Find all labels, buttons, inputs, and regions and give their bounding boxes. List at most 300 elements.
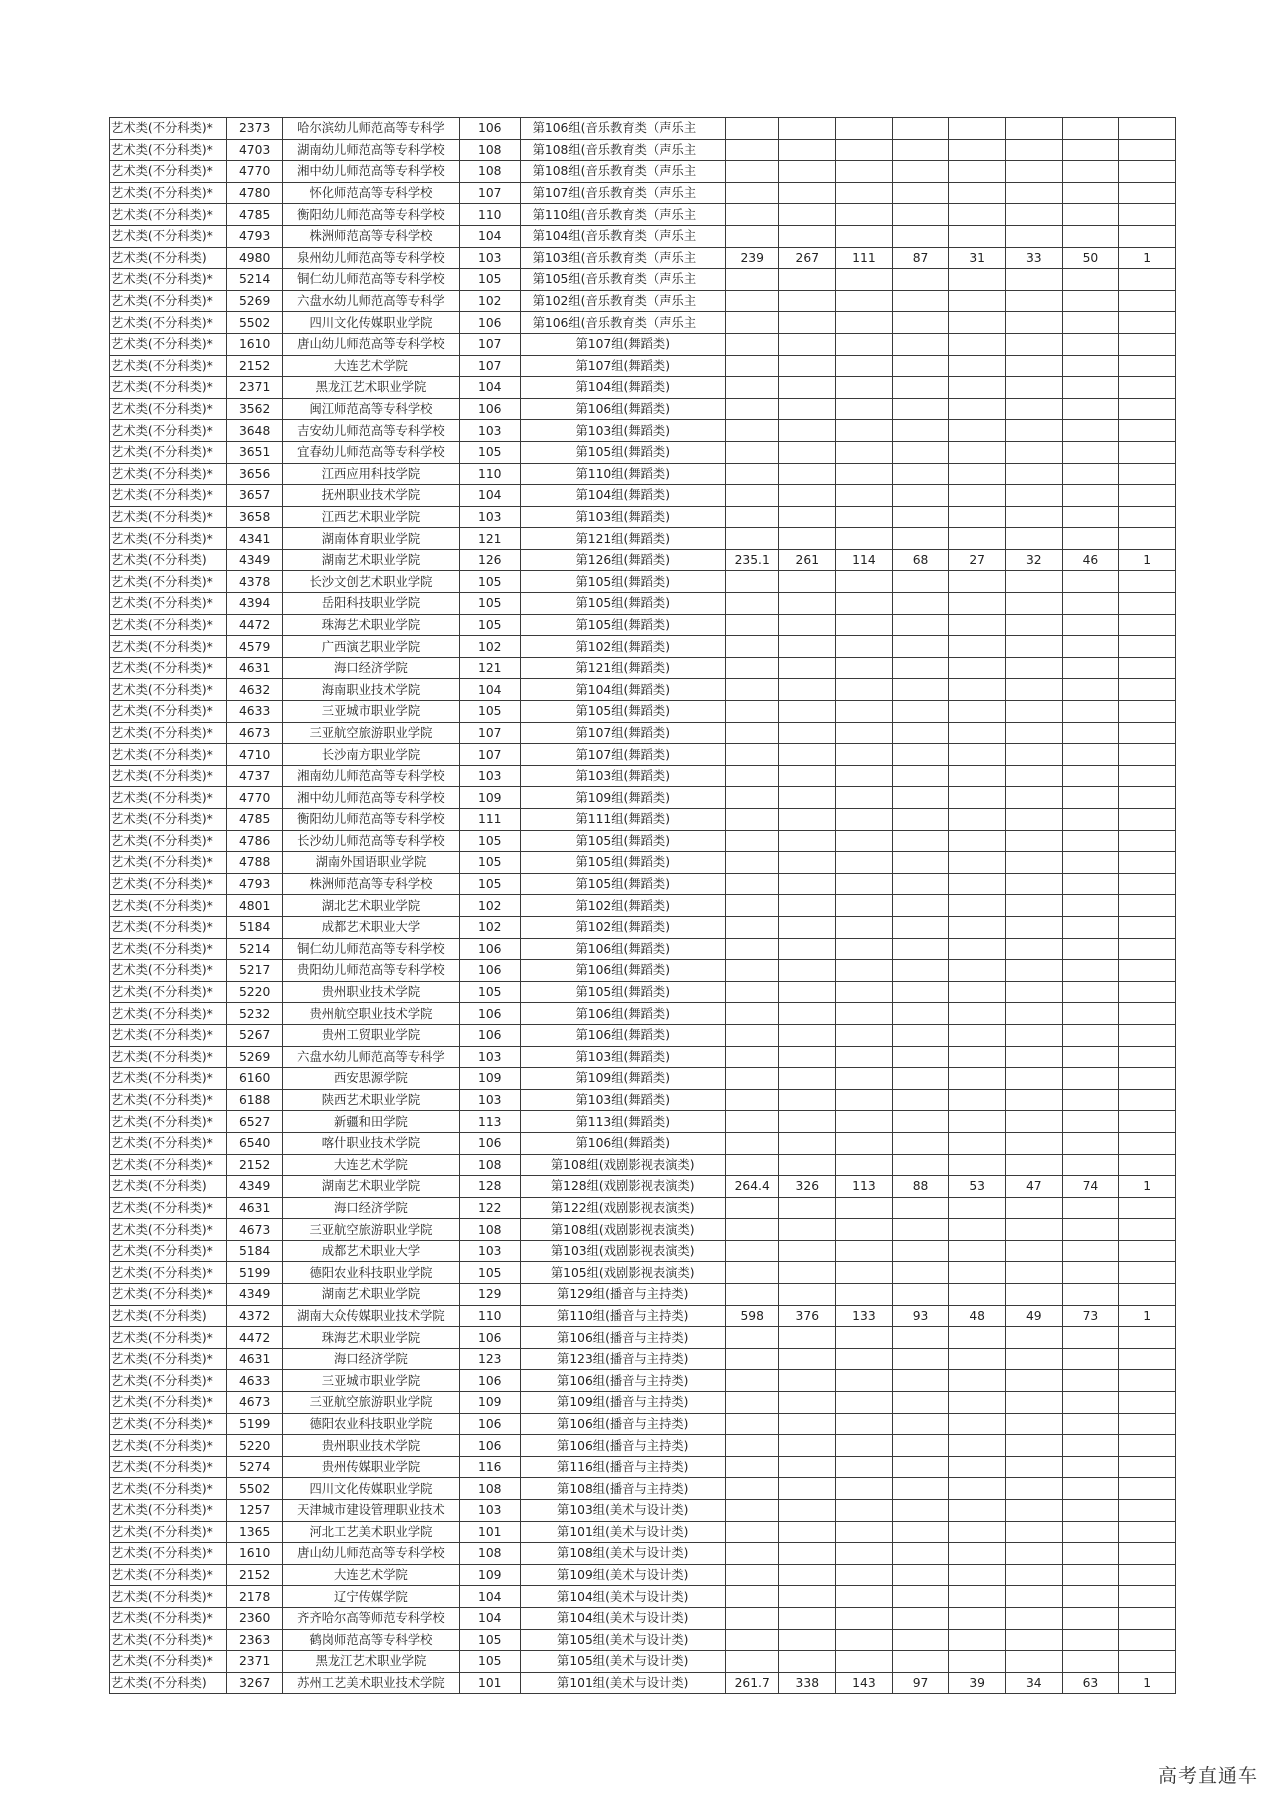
- cell-score-e: [1062, 765, 1119, 787]
- cell-count: [1119, 1348, 1176, 1370]
- cell-school-code: 5269: [227, 290, 283, 312]
- cell-score-e: [1062, 161, 1119, 183]
- cell-school-code: 4703: [227, 139, 283, 161]
- cell-score-b: [892, 938, 949, 960]
- cell-group-name: 第106组(播音与主持类): [520, 1370, 725, 1392]
- cell-category: 艺术类(不分科类)*: [110, 614, 227, 636]
- cell-school-name: 海口经济学院: [282, 1348, 459, 1370]
- cell-score-d: [1005, 506, 1062, 528]
- cell-score-d: [1005, 1154, 1062, 1176]
- cell-score-e: [1062, 1413, 1119, 1435]
- cell-school-code: 4710: [227, 744, 283, 766]
- cell-school-code: 2363: [227, 1629, 283, 1651]
- cell-score-c: 27: [949, 549, 1006, 571]
- cell-category: 艺术类(不分科类)*: [110, 1607, 227, 1629]
- cell-category: 艺术类(不分科类)*: [110, 1089, 227, 1111]
- cell-school-code: 4394: [227, 593, 283, 615]
- cell-score-b: [892, 139, 949, 161]
- cell-group-name: 第109组(舞蹈类): [520, 1068, 725, 1090]
- cell-count: [1119, 657, 1176, 679]
- cell-school-name: 铜仁幼儿师范高等专科学校: [282, 938, 459, 960]
- cell-score-a: [836, 290, 893, 312]
- cell-category: 艺术类(不分科类)*: [110, 139, 227, 161]
- cell-count: [1119, 312, 1176, 334]
- cell-score-e: [1062, 571, 1119, 593]
- cell-rank: [779, 1003, 836, 1025]
- table-row: [110, 636, 1176, 658]
- cell-score-d: [1005, 1651, 1062, 1673]
- cell-plan-score: [725, 290, 779, 312]
- cell-school-code: 4633: [227, 701, 283, 723]
- cell-school-name: 哈尔滨幼儿师范高等专科学: [282, 118, 459, 140]
- cell-plan-score: [725, 1435, 779, 1457]
- cell-score-e: [1062, 1089, 1119, 1111]
- cell-rank: [779, 182, 836, 204]
- cell-school-name: 齐齐哈尔高等师范专科学校: [282, 1607, 459, 1629]
- cell-score-e: [1062, 1219, 1119, 1241]
- cell-category: 艺术类(不分科类)*: [110, 1068, 227, 1090]
- cell-score-d: [1005, 1024, 1062, 1046]
- cell-score-c: [949, 1046, 1006, 1068]
- cell-category: 艺术类(不分科类)*: [110, 1392, 227, 1414]
- cell-group-code: 107: [459, 355, 520, 377]
- cell-score-c: [949, 1003, 1006, 1025]
- cell-score-c: [949, 657, 1006, 679]
- cell-rank: [779, 1132, 836, 1154]
- cell-group-code: 105: [459, 873, 520, 895]
- cell-score-b: [892, 1327, 949, 1349]
- cell-count: 1: [1119, 1672, 1176, 1694]
- cell-group-name: 第106组(播音与主持类): [520, 1327, 725, 1349]
- cell-rank: 267: [779, 247, 836, 269]
- cell-plan-score: [725, 269, 779, 291]
- cell-group-code: 109: [459, 787, 520, 809]
- cell-score-b: [892, 1348, 949, 1370]
- table-row: [110, 398, 1176, 420]
- cell-score-e: [1062, 1003, 1119, 1025]
- cell-score-d: [1005, 657, 1062, 679]
- cell-plan-score: [725, 1629, 779, 1651]
- cell-plan-score: [725, 981, 779, 1003]
- cell-category: 艺术类(不分科类)*: [110, 593, 227, 615]
- cell-score-b: [892, 701, 949, 723]
- cell-category: 艺术类(不分科类)*: [110, 182, 227, 204]
- cell-score-b: [892, 441, 949, 463]
- cell-rank: [779, 657, 836, 679]
- cell-score-d: [1005, 938, 1062, 960]
- cell-count: [1119, 1111, 1176, 1133]
- cell-school-name: 岳阳科技职业学院: [282, 593, 459, 615]
- cell-score-b: [892, 1284, 949, 1306]
- cell-score-b: 88: [892, 1176, 949, 1198]
- cell-group-name: 第103组(戏剧影视表演类): [520, 1240, 725, 1262]
- table-row: [110, 1607, 1176, 1629]
- table-row: [110, 1240, 1176, 1262]
- cell-score-c: [949, 701, 1006, 723]
- cell-school-code: 5269: [227, 1046, 283, 1068]
- cell-group-code: 106: [459, 1024, 520, 1046]
- cell-score-e: [1062, 1262, 1119, 1284]
- table-row: [110, 1089, 1176, 1111]
- cell-score-d: [1005, 1413, 1062, 1435]
- cell-score-c: [949, 312, 1006, 334]
- cell-count: [1119, 528, 1176, 550]
- cell-category: 艺术类(不分科类)*: [110, 1500, 227, 1522]
- cell-score-d: [1005, 398, 1062, 420]
- cell-school-code: 1257: [227, 1500, 283, 1522]
- cell-score-e: [1062, 787, 1119, 809]
- cell-score-c: [949, 398, 1006, 420]
- cell-score-a: [836, 1327, 893, 1349]
- cell-school-name: 贵州传媒职业学院: [282, 1456, 459, 1478]
- cell-category: 艺术类(不分科类)*: [110, 1370, 227, 1392]
- cell-count: [1119, 161, 1176, 183]
- cell-group-code: 105: [459, 593, 520, 615]
- cell-group-code: 105: [459, 852, 520, 874]
- cell-group-name: 第105组(舞蹈类): [520, 852, 725, 874]
- cell-category: 艺术类(不分科类)*: [110, 333, 227, 355]
- cell-school-code: 4737: [227, 765, 283, 787]
- cell-school-name: 天津城市建设管理职业技术: [282, 1500, 459, 1522]
- cell-score-a: [836, 916, 893, 938]
- cell-score-b: [892, 1564, 949, 1586]
- cell-group-code: 105: [459, 1262, 520, 1284]
- cell-score-a: [836, 701, 893, 723]
- cell-count: [1119, 981, 1176, 1003]
- cell-group-code: 104: [459, 377, 520, 399]
- table-row: [110, 1003, 1176, 1025]
- cell-score-d: [1005, 204, 1062, 226]
- cell-group-name: 第103组(舞蹈类): [520, 506, 725, 528]
- cell-group-code: 106: [459, 1003, 520, 1025]
- cell-count: [1119, 614, 1176, 636]
- cell-count: [1119, 722, 1176, 744]
- cell-school-name: 四川文化传媒职业学院: [282, 1478, 459, 1500]
- cell-category: 艺术类(不分科类)*: [110, 312, 227, 334]
- cell-score-d: [1005, 161, 1062, 183]
- cell-group-code: 107: [459, 333, 520, 355]
- cell-school-code: 6527: [227, 1111, 283, 1133]
- cell-score-c: 31: [949, 247, 1006, 269]
- table-row: [110, 420, 1176, 442]
- cell-score-e: [1062, 312, 1119, 334]
- cell-score-c: [949, 204, 1006, 226]
- cell-plan-score: [725, 1089, 779, 1111]
- cell-school-code: 4631: [227, 1348, 283, 1370]
- cell-score-d: [1005, 1284, 1062, 1306]
- table-row: [110, 657, 1176, 679]
- cell-score-a: 133: [836, 1305, 893, 1327]
- cell-rank: 376: [779, 1305, 836, 1327]
- cell-group-code: 102: [459, 636, 520, 658]
- cell-group-code: 122: [459, 1197, 520, 1219]
- cell-score-a: [836, 1413, 893, 1435]
- cell-score-b: [892, 463, 949, 485]
- cell-category: 艺术类(不分科类)*: [110, 1651, 227, 1673]
- cell-group-code: 105: [459, 614, 520, 636]
- cell-rank: [779, 1089, 836, 1111]
- cell-school-code: 3648: [227, 420, 283, 442]
- cell-school-name: 三亚城市职业学院: [282, 1370, 459, 1392]
- table-row: [110, 1672, 1176, 1694]
- cell-group-name: 第106组(舞蹈类): [520, 1003, 725, 1025]
- cell-plan-score: [725, 744, 779, 766]
- cell-group-code: 104: [459, 225, 520, 247]
- cell-rank: [779, 420, 836, 442]
- cell-count: [1119, 290, 1176, 312]
- cell-group-code: 111: [459, 809, 520, 831]
- cell-school-code: 6540: [227, 1132, 283, 1154]
- cell-group-name: 第129组(播音与主持类): [520, 1284, 725, 1306]
- cell-category: 艺术类(不分科类)*: [110, 1024, 227, 1046]
- cell-score-a: [836, 1154, 893, 1176]
- cell-score-d: [1005, 960, 1062, 982]
- cell-school-name: 抚州职业技术学院: [282, 485, 459, 507]
- cell-school-name: 六盘水幼儿师范高等专科学: [282, 290, 459, 312]
- cell-score-d: [1005, 441, 1062, 463]
- cell-score-a: [836, 118, 893, 140]
- cell-group-code: 104: [459, 485, 520, 507]
- cell-school-name: 德阳农业科技职业学院: [282, 1262, 459, 1284]
- cell-rank: [779, 636, 836, 658]
- cell-score-c: [949, 852, 1006, 874]
- cell-score-e: [1062, 118, 1119, 140]
- cell-group-name: 第104组(舞蹈类): [520, 679, 725, 701]
- cell-school-code: 3658: [227, 506, 283, 528]
- cell-score-e: [1062, 1629, 1119, 1651]
- cell-score-d: [1005, 1586, 1062, 1608]
- cell-group-code: 105: [459, 1651, 520, 1673]
- cell-school-name: 大连艺术学院: [282, 1154, 459, 1176]
- table-row: [110, 981, 1176, 1003]
- cell-group-code: 108: [459, 161, 520, 183]
- cell-score-d: [1005, 1629, 1062, 1651]
- cell-school-name: 苏州工艺美术职业技术学院: [282, 1672, 459, 1694]
- cell-score-a: [836, 1521, 893, 1543]
- table-row: [110, 873, 1176, 895]
- cell-group-name: 第105组(戏剧影视表演类): [520, 1262, 725, 1284]
- cell-group-code: 106: [459, 398, 520, 420]
- cell-school-name: 湘中幼儿师范高等专科学校: [282, 161, 459, 183]
- cell-score-a: [836, 1284, 893, 1306]
- cell-score-e: [1062, 679, 1119, 701]
- cell-score-b: [892, 1262, 949, 1284]
- table-row: [110, 571, 1176, 593]
- cell-group-code: 105: [459, 701, 520, 723]
- cell-plan-score: [725, 1456, 779, 1478]
- cell-category: 艺术类(不分科类)*: [110, 1348, 227, 1370]
- cell-category: 艺术类(不分科类): [110, 1176, 227, 1198]
- cell-group-code: 105: [459, 269, 520, 291]
- cell-group-code: 106: [459, 1327, 520, 1349]
- cell-rank: [779, 118, 836, 140]
- cell-score-b: [892, 290, 949, 312]
- cell-score-a: [836, 1500, 893, 1522]
- cell-count: [1119, 485, 1176, 507]
- cell-score-b: [892, 809, 949, 831]
- cell-group-code: 103: [459, 1089, 520, 1111]
- cell-score-e: [1062, 701, 1119, 723]
- cell-score-c: [949, 1543, 1006, 1565]
- cell-count: [1119, 398, 1176, 420]
- cell-group-code: 108: [459, 1219, 520, 1241]
- cell-count: [1119, 852, 1176, 874]
- cell-score-d: 47: [1005, 1176, 1062, 1198]
- cell-rank: [779, 225, 836, 247]
- cell-score-e: [1062, 441, 1119, 463]
- cell-rank: [779, 1219, 836, 1241]
- cell-score-a: [836, 1348, 893, 1370]
- cell-group-name: 第103组(音乐教育类（声乐主: [520, 247, 725, 269]
- cell-score-b: [892, 981, 949, 1003]
- cell-group-code: 108: [459, 1154, 520, 1176]
- cell-count: [1119, 571, 1176, 593]
- cell-school-name: 长沙幼儿师范高等专科学校: [282, 830, 459, 852]
- cell-group-code: 106: [459, 312, 520, 334]
- cell-rank: [779, 916, 836, 938]
- cell-group-name: 第126组(舞蹈类): [520, 549, 725, 571]
- cell-group-name: 第105组(美术与设计类): [520, 1651, 725, 1673]
- cell-group-name: 第107组(舞蹈类): [520, 744, 725, 766]
- cell-plan-score: [725, 1586, 779, 1608]
- cell-school-name: 唐山幼儿师范高等专科学校: [282, 333, 459, 355]
- cell-plan-score: [725, 636, 779, 658]
- cell-category: 艺术类(不分科类)*: [110, 118, 227, 140]
- cell-rank: [779, 398, 836, 420]
- cell-score-c: 48: [949, 1305, 1006, 1327]
- cell-plan-score: [725, 441, 779, 463]
- cell-score-c: [949, 744, 1006, 766]
- cell-school-code: 1610: [227, 1543, 283, 1565]
- cell-category: 艺术类(不分科类)*: [110, 1197, 227, 1219]
- cell-score-e: [1062, 960, 1119, 982]
- cell-score-c: [949, 809, 1006, 831]
- cell-rank: 326: [779, 1176, 836, 1198]
- cell-school-code: 5199: [227, 1262, 283, 1284]
- cell-score-e: [1062, 744, 1119, 766]
- cell-school-code: 2371: [227, 1651, 283, 1673]
- table-row: [110, 809, 1176, 831]
- table-row: [110, 506, 1176, 528]
- cell-category: 艺术类(不分科类)*: [110, 1586, 227, 1608]
- cell-group-code: 106: [459, 960, 520, 982]
- cell-plan-score: [725, 1154, 779, 1176]
- table-row: [110, 377, 1176, 399]
- cell-score-c: [949, 528, 1006, 550]
- cell-group-code: 106: [459, 1370, 520, 1392]
- cell-rank: [779, 1500, 836, 1522]
- cell-school-code: 5184: [227, 916, 283, 938]
- cell-group-code: 105: [459, 571, 520, 593]
- cell-school-code: 5502: [227, 1478, 283, 1500]
- cell-group-name: 第103组(舞蹈类): [520, 420, 725, 442]
- cell-school-code: 4801: [227, 895, 283, 917]
- cell-school-name: 西安思源学院: [282, 1068, 459, 1090]
- cell-count: [1119, 916, 1176, 938]
- cell-school-name: 陕西艺术职业学院: [282, 1089, 459, 1111]
- cell-plan-score: [725, 1543, 779, 1565]
- cell-group-name: 第128组(戏剧影视表演类): [520, 1176, 725, 1198]
- table-row: [110, 225, 1176, 247]
- table-row: [110, 1521, 1176, 1543]
- cell-category: 艺术类(不分科类)*: [110, 506, 227, 528]
- cell-school-name: 鹤岗师范高等专科学校: [282, 1629, 459, 1651]
- table-row: [110, 441, 1176, 463]
- cell-score-e: [1062, 1046, 1119, 1068]
- cell-category: 艺术类(不分科类)*: [110, 1327, 227, 1349]
- cell-score-d: [1005, 614, 1062, 636]
- cell-rank: [779, 139, 836, 161]
- table-row: [110, 1046, 1176, 1068]
- cell-rank: [779, 809, 836, 831]
- cell-score-c: [949, 1240, 1006, 1262]
- table-row: [110, 1478, 1176, 1500]
- cell-category: 艺术类(不分科类)*: [110, 722, 227, 744]
- cell-score-e: [1062, 830, 1119, 852]
- cell-group-code: 116: [459, 1456, 520, 1478]
- cell-group-name: 第108组(音乐教育类（声乐主: [520, 161, 725, 183]
- cell-rank: [779, 1435, 836, 1457]
- cell-group-name: 第103组(舞蹈类): [520, 765, 725, 787]
- table-row: [110, 938, 1176, 960]
- cell-count: [1119, 895, 1176, 917]
- cell-category: 艺术类(不分科类)*: [110, 1435, 227, 1457]
- cell-group-name: 第121组(舞蹈类): [520, 657, 725, 679]
- cell-school-code: 3562: [227, 398, 283, 420]
- cell-school-code: 4378: [227, 571, 283, 593]
- cell-plan-score: [725, 1197, 779, 1219]
- cell-score-a: [836, 636, 893, 658]
- cell-group-name: 第102组(舞蹈类): [520, 895, 725, 917]
- cell-school-name: 大连艺术学院: [282, 355, 459, 377]
- cell-count: [1119, 1586, 1176, 1608]
- cell-score-a: [836, 204, 893, 226]
- cell-count: [1119, 1500, 1176, 1522]
- cell-school-name: 珠海艺术职业学院: [282, 614, 459, 636]
- cell-category: 艺术类(不分科类)*: [110, 916, 227, 938]
- cell-group-name: 第104组(舞蹈类): [520, 485, 725, 507]
- cell-school-code: 5217: [227, 960, 283, 982]
- cell-score-b: [892, 312, 949, 334]
- cell-score-b: [892, 744, 949, 766]
- cell-score-a: [836, 1435, 893, 1457]
- cell-score-c: [949, 1132, 1006, 1154]
- cell-score-e: 63: [1062, 1672, 1119, 1694]
- cell-score-d: [1005, 1543, 1062, 1565]
- cell-score-c: [949, 1500, 1006, 1522]
- cell-category: 艺术类(不分科类)*: [110, 636, 227, 658]
- cell-score-d: [1005, 787, 1062, 809]
- cell-score-e: [1062, 1327, 1119, 1349]
- cell-plan-score: [725, 830, 779, 852]
- cell-score-d: [1005, 269, 1062, 291]
- cell-count: [1119, 118, 1176, 140]
- cell-score-b: [892, 161, 949, 183]
- cell-rank: [779, 377, 836, 399]
- cell-score-e: [1062, 614, 1119, 636]
- table-row: [110, 1284, 1176, 1306]
- cell-score-c: [949, 1370, 1006, 1392]
- table-row: [110, 1413, 1176, 1435]
- cell-group-code: 101: [459, 1672, 520, 1694]
- cell-school-code: 4341: [227, 528, 283, 550]
- cell-category: 艺术类(不分科类)*: [110, 290, 227, 312]
- cell-group-code: 107: [459, 744, 520, 766]
- cell-plan-score: [725, 809, 779, 831]
- cell-group-name: 第116组(播音与主持类): [520, 1456, 725, 1478]
- cell-category: 艺术类(不分科类)*: [110, 269, 227, 291]
- cell-score-d: [1005, 679, 1062, 701]
